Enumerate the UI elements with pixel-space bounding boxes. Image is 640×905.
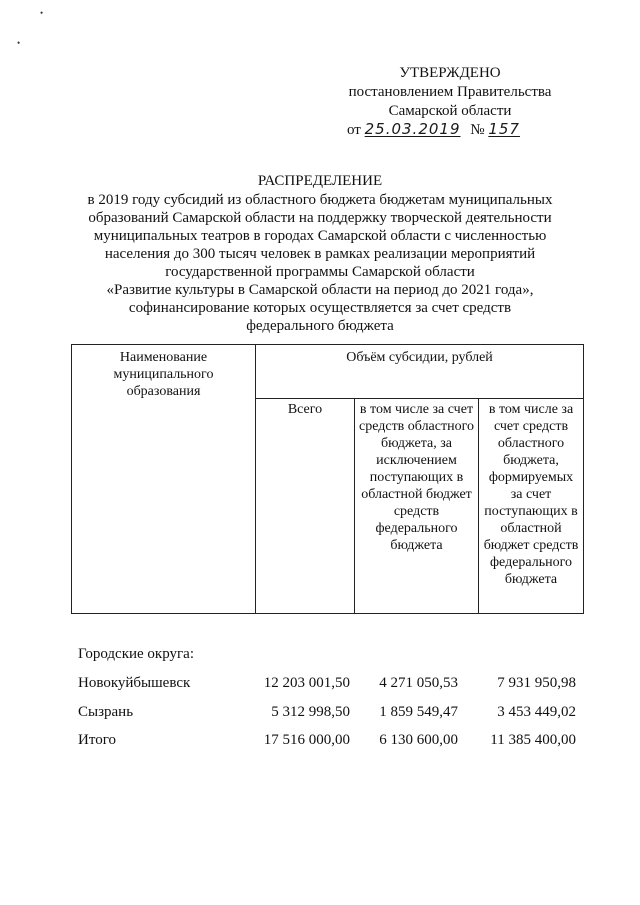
row-federal: 3 453 449,02 <box>497 704 576 720</box>
table-row <box>78 704 578 724</box>
title-line: софинансирование которых осуществляется за счет средств <box>128 300 512 316</box>
approval-date-line <box>347 120 520 139</box>
table-row-total <box>78 732 578 752</box>
approval-block <box>330 64 570 121</box>
scan-mark: • <box>17 38 21 48</box>
row-federal: 7 931 950,98 <box>497 675 576 691</box>
row-federal: 11 385 400,00 <box>490 732 576 748</box>
approved-region-line: Самарской области <box>388 103 512 119</box>
group-label: Городские округа: <box>78 646 195 662</box>
row-regional: 6 130 600,00 <box>379 732 458 748</box>
approval-number: 157 <box>488 120 520 138</box>
title-line: муниципальных театров в городах Самарской области с численностью <box>93 228 547 244</box>
title-line: в 2019 году субсидий из областного бюджета бюджетам муниципальных <box>87 192 553 208</box>
approval-date: 25.03.2019 <box>364 120 461 138</box>
row-regional: 1 859 549,47 <box>379 704 458 720</box>
col-header-volume: Объём субсидии, рублей <box>256 345 584 399</box>
document-title <box>60 172 580 335</box>
title-line: «Развитие культуры в Самарской области на период до 2021 года», <box>106 282 534 298</box>
row-total: 5 312 998,50 <box>271 704 350 720</box>
title-heading: РАСПРЕДЕЛЕНИЕ <box>257 173 383 189</box>
col-header-total: Всего <box>256 399 355 614</box>
approved-by-line: постановлением Правительства <box>348 84 552 100</box>
subsidy-header-table <box>71 344 584 614</box>
group-label-row <box>78 646 578 666</box>
row-name: Итого <box>78 732 116 748</box>
approved-label: УТВЕРЖДЕНО <box>399 65 501 81</box>
title-line: государственной программы Самарской области <box>165 264 475 280</box>
title-line: образований Самарской области на поддержку творческой деятельности <box>88 210 552 226</box>
col-header-federal: в том числе за счет средств областного бюджета, формируемых за счет поступающих в областной бюджет средств федерального бюджета <box>479 399 584 614</box>
row-total: 12 203 001,50 <box>263 675 350 691</box>
date-prefix: от <box>347 122 361 138</box>
title-line: федерального бюджета <box>246 318 394 334</box>
scan-mark: • <box>40 8 44 18</box>
row-name: Сызрань <box>78 704 134 720</box>
title-line: населения до 300 тысяч человек в рамках реализации мероприятий <box>104 246 536 262</box>
number-sign: № <box>470 122 485 138</box>
row-regional: 4 271 050,53 <box>379 675 458 691</box>
col-header-regional: в том числе за счет средств областного бюджета, за исключением поступающих в областной бюджет средств федерального бюджета <box>355 399 479 614</box>
row-name: Новокуйбышевск <box>78 675 191 691</box>
col-header-name: Наименование муниципального образования <box>72 345 256 614</box>
table-row <box>78 675 578 695</box>
row-total: 17 516 000,00 <box>263 732 350 748</box>
